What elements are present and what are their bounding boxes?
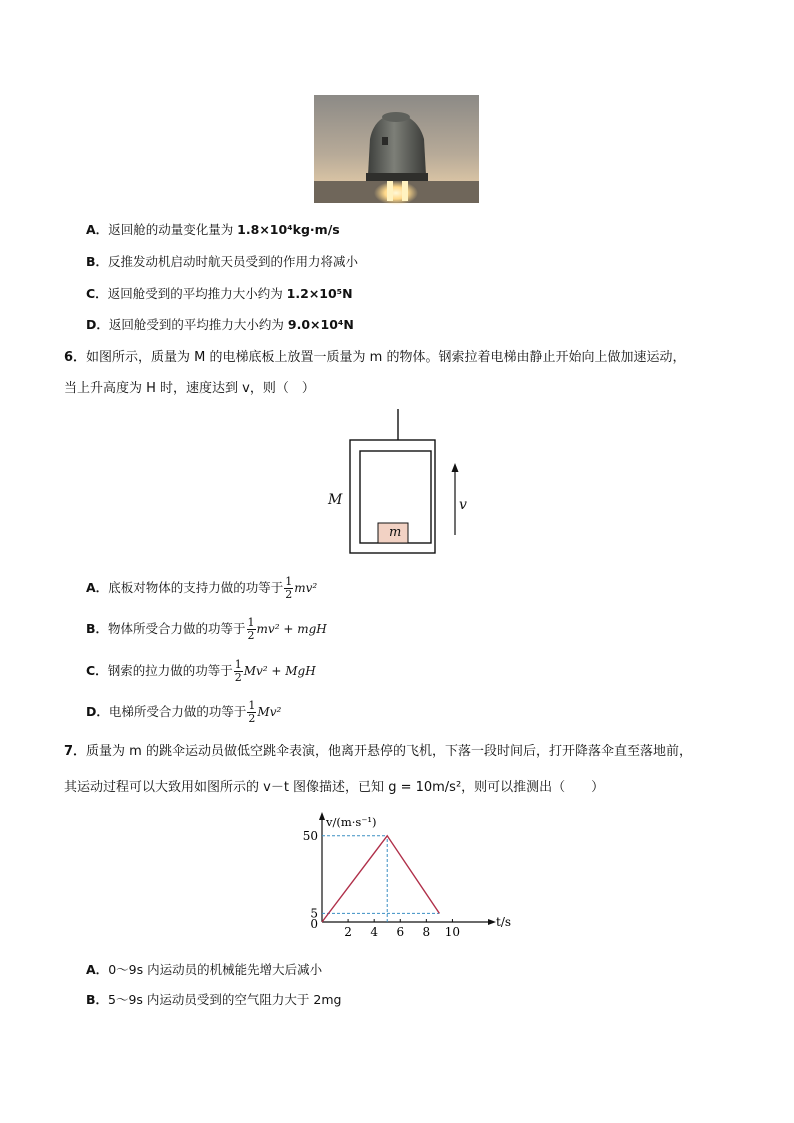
option-formula: Mv² [257, 705, 282, 719]
elevator-mass-label: M [328, 492, 343, 508]
option-label: A． [86, 962, 109, 977]
vt-chart [300, 810, 512, 940]
q7-stem-line2: 其运动过程可以大致用如图所示的 v－t 图像描述，已知 g = 10m/s²，则可以推测出（ ） [64, 780, 605, 795]
series-line-0 [322, 836, 439, 922]
option-label: B． [86, 254, 109, 269]
option-value: 1.2×10⁵N [286, 286, 353, 301]
y-tick-label: 5 [310, 906, 318, 921]
q6-option-a[interactable] [86, 576, 317, 601]
option-text: 返回舱受到的平均推力大小约为 [107, 286, 287, 301]
option-label: C． [86, 286, 108, 301]
x-axis-arrow-icon [488, 919, 496, 925]
option-text: 底板对物体的支持力做的功等于 [108, 580, 284, 595]
option-text: 5～9s 内运动员受到的空气阻力大于 2mg [108, 992, 342, 1007]
fraction-den: 2 [285, 588, 293, 601]
q5-option-d[interactable] [86, 315, 354, 333]
arrow-head-icon [452, 463, 459, 472]
fraction-num: 1 [248, 699, 256, 712]
q7-option-b[interactable] [86, 990, 341, 1008]
option-label: D． [86, 317, 109, 332]
option-text: 反推发动机启动时航天员受到的作用力将减小 [108, 254, 359, 269]
q5-option-b[interactable] [86, 252, 358, 270]
x-tick-label: 6 [396, 925, 405, 939]
x-axis-label: t/s [496, 915, 512, 929]
fraction-den: 2 [234, 671, 242, 684]
capsule-photo [314, 95, 479, 203]
vt-chart-svg [300, 810, 512, 940]
x-tick-label: 10 [444, 925, 461, 939]
option-text: 0～9s 内运动员的机械能先增大后减小 [108, 962, 323, 977]
option-label: A． [86, 222, 109, 237]
q6-option-b[interactable] [86, 617, 327, 642]
block-mass-label: m [389, 525, 402, 540]
fraction [247, 617, 256, 642]
x-tick-label: 4 [370, 925, 378, 939]
fraction [234, 659, 243, 684]
option-label: B． [86, 621, 109, 636]
option-text: 钢索的拉力做的功等于 [107, 663, 233, 678]
fraction-den: 2 [247, 629, 255, 642]
option-label: A． [86, 580, 109, 595]
fraction-num: 1 [247, 616, 255, 629]
y-tick-label: 50 [302, 828, 318, 843]
capsule-image [314, 95, 479, 203]
option-label: C． [86, 663, 108, 678]
elevator-figure [320, 405, 480, 565]
x-tick-label: 2 [344, 925, 352, 939]
q5-option-a[interactable] [86, 220, 340, 238]
option-formula: Mv² + MgH [243, 664, 316, 678]
fraction [284, 576, 293, 601]
option-value: 1.8×10⁴kg·m/s [237, 222, 340, 237]
x-tick-label: 8 [422, 925, 431, 939]
fraction-num: 1 [285, 575, 293, 588]
fraction-den: 2 [248, 712, 256, 725]
origin-label: 0 [310, 917, 318, 931]
question-number: 7． [64, 744, 87, 759]
fraction-num: 1 [234, 658, 242, 671]
option-text: 物体所受合力做的功等于 [108, 621, 246, 636]
question-number: 6． [64, 350, 87, 365]
option-formula: mv² [294, 581, 318, 595]
q5-option-c[interactable] [86, 284, 353, 302]
fraction [247, 700, 256, 725]
q6-stem-line2: 当上升高度为 H 时，速度达到 v，则（ ） [64, 381, 315, 396]
option-text: 电梯所受合力做的功等于 [108, 704, 247, 719]
question-text: 如图所示，质量为 M 的电梯底板上放置一质量为 m 的物体。钢索拉着电梯由静止开始向上做加速运动， [86, 350, 686, 365]
question-text: 质量为 m 的跳伞运动员做低空跳伞表演，他离开悬停的飞机，下落一段时间后，打开降落伞直至落地前， [86, 744, 692, 759]
q6-option-d[interactable] [86, 700, 281, 725]
q6-option-c[interactable] [86, 659, 316, 684]
option-formula: mv² + mgH [256, 622, 327, 636]
q7-stem-line1 [64, 740, 692, 759]
y-axis-label: v/(m·s⁻¹) [326, 815, 377, 829]
option-value: 9.0×10⁴N [287, 317, 354, 332]
option-text: 返回舱受到的平均推力大小约为 [108, 317, 288, 332]
option-label: D． [86, 704, 109, 719]
option-label: B． [86, 992, 109, 1007]
q6-stem-line1 [64, 346, 685, 365]
q7-option-a[interactable] [86, 960, 322, 978]
velocity-label: v [459, 497, 467, 513]
option-text: 返回舱的动量变化量为 [108, 222, 238, 237]
y-axis-arrow-icon [319, 812, 325, 820]
